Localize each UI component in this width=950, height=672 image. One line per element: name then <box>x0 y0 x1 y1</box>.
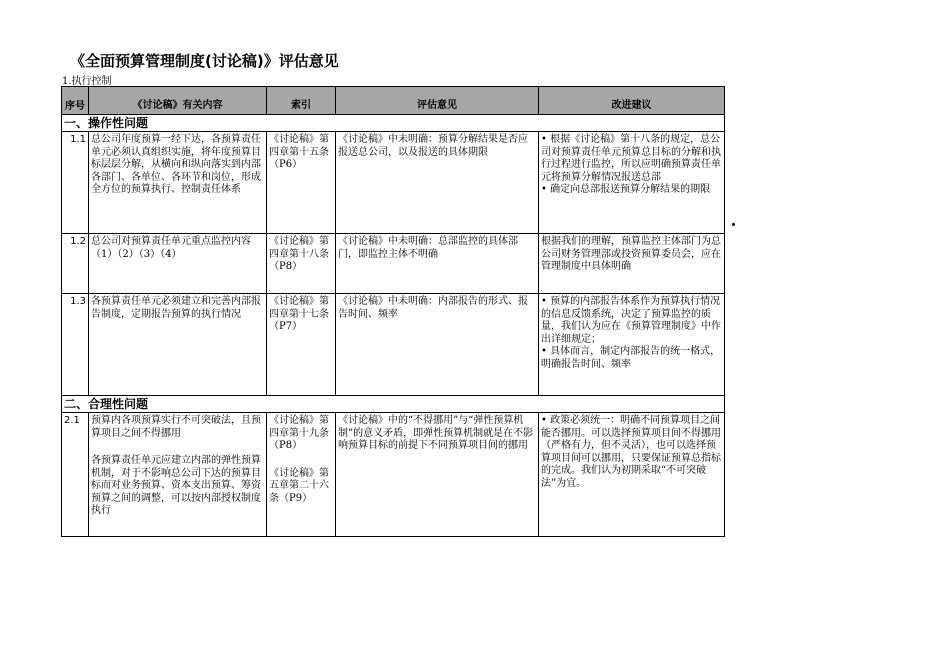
row-suggestion: 根据我们的理解，预算监控主体部门为总公司财务管理部或投资预算委员会，应在管理制度中具体明确 <box>539 234 725 294</box>
row-content: 总公司年度预算一经下达，各预算责任单元必须认真组织实施，将年度预算目标层层分解，从横向和纵向落实到内部各部门、各单位、各环节和岗位，形成全方位的预算执行、控制责任体系 <box>89 132 267 234</box>
row-opinion: 《讨论稿》中未明确：总部监控的具体部门，即监控主体不明确 <box>336 234 539 294</box>
section-label: 一、操作性问题 <box>62 115 725 132</box>
row-suggestion <box>539 294 725 396</box>
table-row <box>62 294 725 396</box>
row-opinion: 《讨论稿》中的“不得挪用”与“弹性预算机制”的意义矛盾，即弹性预算机制就是在不影响预算目标的前提下不同预算项目间的挪用 <box>336 413 539 537</box>
row-number: 1.3 <box>62 294 89 396</box>
row-opinion: 《讨论稿》中未明确：预算分解结果是否应报送总公司，以及报送的具体期限 <box>336 132 539 234</box>
row-content: 总公司对预算责任单元重点监控内容（1）（2）（3）（4） <box>89 234 267 294</box>
header-opinion: 评估意见 <box>336 87 539 115</box>
suggestion-bullet: • 具体而言，制定内部报告的统一格式，明确报告时间、频率 <box>541 346 721 370</box>
row-content: 各预算责任单元必须建立和完善内部报告制度，定期报告预算的执行情况 <box>89 294 267 396</box>
row-suggestion: • 政策必须统一：明确不同预算项目之间能否挪用。可以选择预算项目间不得挪用（严格有力，但不灵活），也可以选择预算项目间可以挪用，只要保证预算总指标的完成。我们认为初期采取“不可突破法”为宜。 <box>539 413 725 537</box>
table-row <box>62 413 725 537</box>
row-number: 1.2 <box>62 234 89 294</box>
section-label: 二、合理性问题 <box>62 396 725 413</box>
row-suggestion <box>539 132 725 234</box>
table-row <box>62 234 725 294</box>
page-title: 《全面预算管理制度(讨论稿)》评估意见 <box>70 52 339 70</box>
row-number: 2.1 <box>62 413 89 537</box>
content-paragraph: 预算内各项预算实行不可突破法，且预算项目之间不得挪用 <box>91 415 261 439</box>
row-opinion: 《讨论稿》中未明确：内部报告的形式、报告时间、频率 <box>336 294 539 396</box>
stray-dot <box>732 223 735 226</box>
row-number: 1.1 <box>62 132 89 234</box>
suggestion-bullet: • 确定向总部报送预算分解结果的期限 <box>541 184 711 195</box>
section-subtitle: 1.执行控制 <box>62 76 112 87</box>
row-content <box>89 413 267 537</box>
table-row <box>62 132 725 234</box>
row-index: 《讨论稿》第四章第十五条（P6） <box>267 132 336 234</box>
evaluation-table <box>61 86 725 537</box>
header-suggestion: 改进建议 <box>539 87 725 115</box>
header-content: 《讨论稿》有关内容 <box>89 87 267 115</box>
row-index: 《讨论稿》第四章第十八条（P8） <box>267 234 336 294</box>
header-seq: 序号 <box>62 87 89 115</box>
suggestion-bullet: • 根据《讨论稿》第十八条的规定，总公司对预算责任单元预算总目标的分解和执行过程进行监控，所以应明确预算责任单元将预算分解情况报送总部 <box>541 134 721 183</box>
index-reference: 《讨论稿》第五章第二十六条（P9） <box>269 467 329 504</box>
index-reference: 《讨论稿》第四章第十九条（P8） <box>269 415 329 451</box>
row-index <box>267 413 336 537</box>
row-index: 《讨论稿》第四章第十七条（P7） <box>267 294 336 396</box>
header-index: 索引 <box>267 87 336 115</box>
content-paragraph: 各预算责任单元应建立内部的弹性预算机制，对于不影响总公司下达的预算目标而对业务预算、资本支出预算、筹资预算之间的调整，可以按内部授权制度执行 <box>91 455 261 516</box>
suggestion-bullet: • 预算的内部报告体系作为预算执行情况的信息反馈系统，决定了预算监控的质量，我们认为应在《预算管理制度》中作出详细规定； <box>541 296 721 345</box>
